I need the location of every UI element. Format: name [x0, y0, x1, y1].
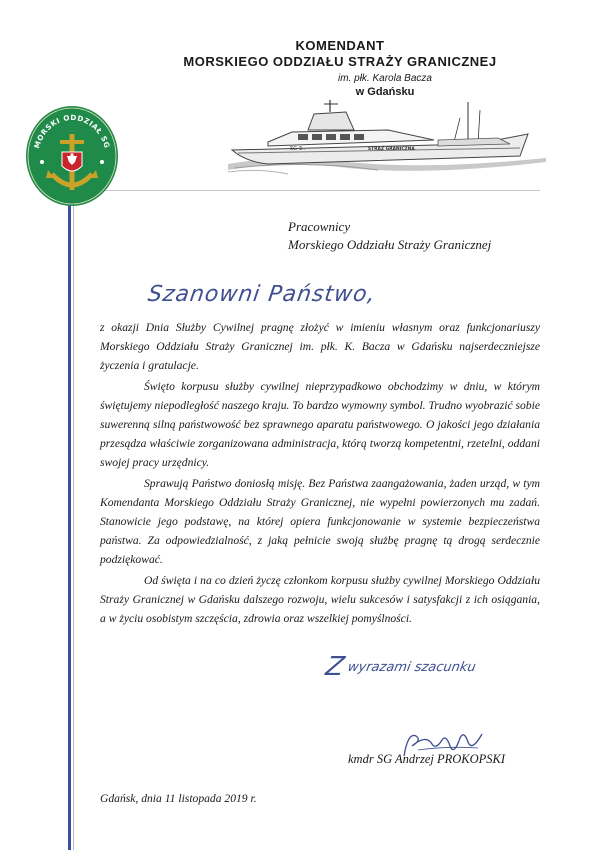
boat-hull-number: SG-3..	[290, 146, 306, 152]
closing-rest: wyrazami szacunku	[342, 660, 477, 675]
signer-name: kmdr SG Andrzej PROKOPSKI	[348, 752, 506, 766]
recipient-block	[288, 218, 491, 254]
border-guard-emblem	[24, 104, 120, 208]
left-grey-rule	[73, 198, 74, 850]
emblem-text: MORSKI ODDZIAŁ SG	[32, 112, 112, 150]
place-and-date: Gdańsk, dnia 11 listopada 2019 r.	[100, 792, 257, 805]
paragraph-3: Sprawują Państwo doniosłą misję. Bez Państwa zaangażowania, żaden urząd, w tym Komendanta Morskiego Oddziału Straży Granicznej, nie wypełni powierzonych mu zadań. Stanowicie jego podstawę, na której opiera funkcjonowanie w systemie bezpieczeństwa państwa. Za odpowiedzialność, z jaką pełnicie swoją służbę pragnę tą drogą serdecznie podziękować.	[100, 477, 540, 566]
letterhead-city: w Gdańsku	[355, 86, 415, 98]
letterhead-patron: im. płk. Karola Bacza	[338, 73, 432, 84]
left-blue-rule	[68, 198, 71, 850]
letter-body	[100, 318, 540, 630]
paragraph-4: Od święta i na co dzień życzę członkom korpusu służby cywilnej Morskiego Oddziału Straży Granicznej w Gdańsku dalszego rozwoju, wielu sukcesów i satysfakcji z ich osiągania, a w życiu osobistym szczęścia, zdrowia oraz wszelkiej pomyślności.	[100, 574, 540, 625]
closing-initial: Z	[323, 652, 347, 682]
header-divider	[78, 190, 540, 191]
recipient-line-2: Morskiego Oddziału Straży Granicznej	[288, 237, 492, 252]
handwritten-closing	[323, 652, 478, 682]
letterhead-title: KOMENDANT	[295, 38, 385, 53]
patrol-boat-illustration	[228, 98, 546, 184]
handwritten-greeting: Szanowni Państwo,	[146, 282, 378, 307]
letterhead-unit: MORSKIEGO ODDZIAŁU STRAŻY GRANICZNEJ	[183, 54, 497, 69]
recipient-line-1: Pracownicy	[288, 219, 351, 234]
paragraph-2: Święto korpusu służby cywilnej nieprzypadkowo obchodzimy w dniu, w którym świętujemy niepodległość naszego kraju. To bardzo wymowny symbol. Trudno wyobrazić sobie suwerenną silną państwowość bez sprawnego aparatu państwowego. O jakości jego działania przesądza właściwie zorganizowana administracja, którą tworzą kompetentni, rzetelni, oddani swojej pracy urzędnicy.	[100, 380, 540, 469]
letterhead	[140, 38, 540, 99]
boat-hull-text: STRAŻ GRANICZNA	[368, 147, 415, 152]
paragraph-1: z okazji Dnia Służby Cywilnej pragnę złożyć w imieniu własnym oraz funkcjonariuszy Morskiego Oddziału Straży Granicznej im. płk. K. Bacza w Gdańsku najserdeczniejsze życzenia i gratulacje.	[100, 321, 540, 372]
